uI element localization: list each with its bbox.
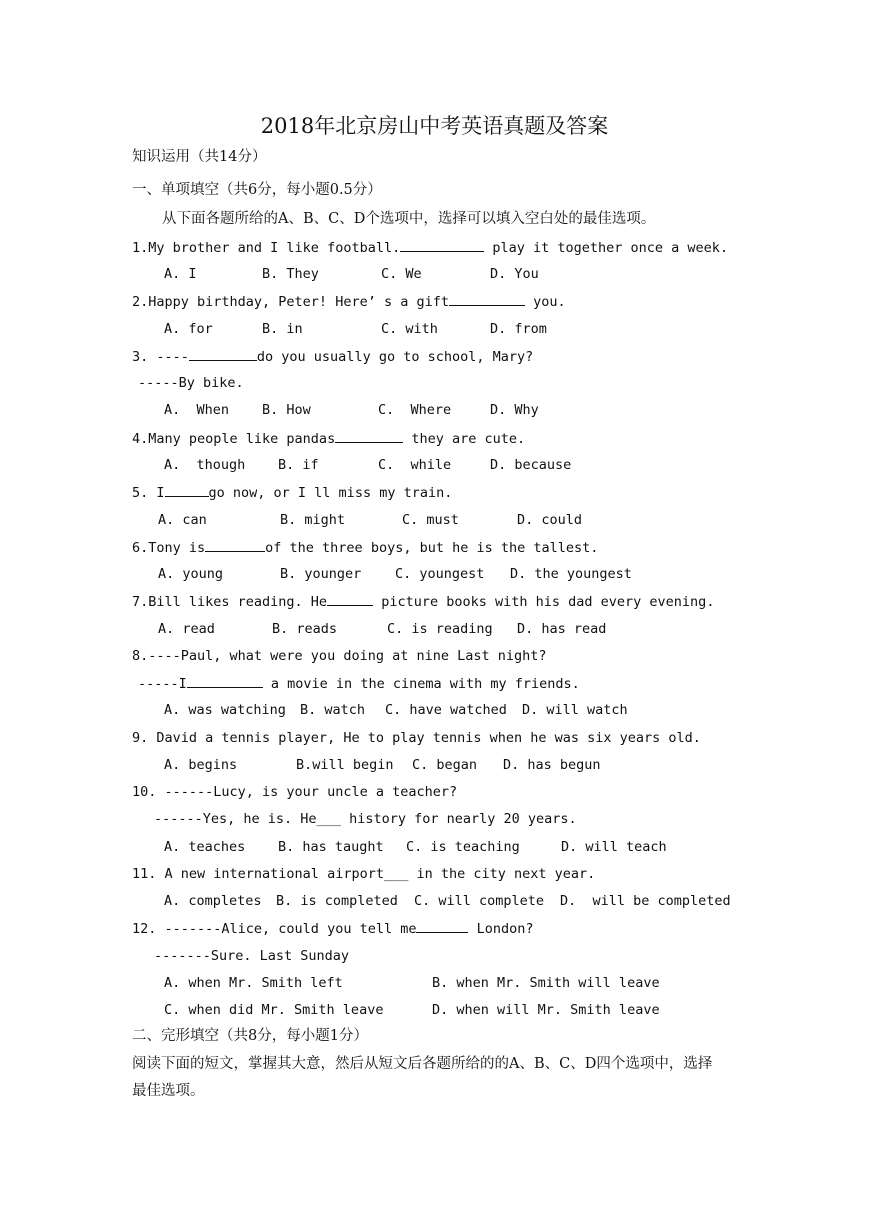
option-3d: D. Why — [490, 402, 539, 418]
question-12-response: -------Sure. Last Sunday — [154, 948, 350, 964]
option-6a: A. young — [158, 566, 224, 582]
option-4a: A. though — [164, 457, 246, 473]
question-7: 7.Bill likes reading. He picture books with his dad every evening. — [132, 594, 715, 610]
option-7a: A. read — [158, 621, 215, 637]
option-2c: C. with — [381, 321, 438, 337]
option-1b: B. They — [262, 266, 319, 282]
option-9b: B.will begin — [296, 757, 394, 773]
answer-blank — [335, 429, 403, 443]
option-1a: A. I — [164, 266, 197, 282]
question-6: 6.Tony is of the three boys, but he is the tallest. — [132, 540, 599, 556]
question-5: 5. I go now, or I ll miss my train. — [132, 485, 453, 501]
option-10c: C. is teaching — [406, 839, 520, 855]
option-3c: C. Where — [378, 402, 452, 418]
option-2d: D. from — [490, 321, 547, 337]
section2-heading: 二、完形填空（共8分，每小题1分） — [132, 1028, 368, 1044]
question-3: 3. ---- do you usually go to school, Mary? — [132, 349, 534, 365]
question-10-response: ------Yes, he is. He___ history for nearly 20 years. — [154, 811, 577, 827]
option-9a: A. begins — [164, 757, 238, 773]
option-7d: D. has read — [517, 621, 607, 637]
answer-blank — [187, 674, 263, 688]
answer-blank — [165, 483, 209, 497]
option-10b: B. has taught — [278, 839, 384, 855]
option-11a: A. completes — [164, 893, 262, 909]
option-11d: D. will be completed — [560, 893, 731, 909]
option-4d: D. because — [490, 457, 572, 473]
section1-heading: 一、单项填空（共6分，每小题0.5分） — [132, 182, 382, 198]
question-2: 2.Happy birthday, Peter! Here’ s a gift you. — [132, 294, 566, 310]
option-6c: C. youngest — [395, 566, 485, 582]
section2-instruction-line1: 阅读下面的短文，掌握其大意，然后从短文后各题所给的的A、B、C、D四个选项中，选择 — [132, 1056, 713, 1072]
question-4: 4.Many people like pandas they are cute. — [132, 431, 526, 447]
section1-instruction: 从下面各题所给的A、B、C、D个选项中，选择可以填入空白处的最佳选项。 — [162, 211, 656, 227]
option-12c: C. when did Mr. Smith leave — [164, 1002, 384, 1018]
option-5d: D. could — [517, 512, 583, 528]
question-10: 10. ------Lucy, is your uncle a teacher? — [132, 784, 458, 800]
answer-blank — [416, 919, 468, 933]
option-7c: C. is reading — [387, 621, 493, 637]
option-2a: A. for — [164, 321, 213, 337]
option-11b: B. is completed — [276, 893, 398, 909]
option-5a: A. can — [158, 512, 207, 528]
question-9: 9. David a tennis player, He to play tennis when he was six years old. — [132, 730, 701, 746]
option-10a: A. teaches — [164, 839, 246, 855]
option-8a: A. was watching — [164, 702, 286, 718]
option-4b: B. if — [278, 457, 319, 473]
question-3-answer: -----By bike. — [138, 375, 244, 391]
document-title: 2018年北京房山中考英语真题及答案 — [260, 114, 609, 138]
option-6d: D. the youngest — [510, 566, 632, 582]
part-heading: 知识运用（共14分） — [132, 149, 267, 165]
question-8-response: -----I a movie in the cinema with my friends. — [138, 676, 580, 692]
option-10d: D. will teach — [561, 839, 667, 855]
option-3a: A. When — [164, 402, 230, 418]
section2-instruction-line2: 最佳选项。 — [132, 1083, 205, 1099]
option-9c: C. began — [412, 757, 478, 773]
question-1: 1.My brother and I like football. play it together once a week. — [132, 240, 729, 256]
question-12: 12. -------Alice, could you tell me London? — [132, 921, 534, 937]
option-12b: B. when Mr. Smith will leave — [432, 975, 660, 991]
option-8d: D. will watch — [522, 702, 628, 718]
option-7b: B. reads — [272, 621, 338, 637]
answer-blank — [189, 347, 257, 361]
option-4c: C. while — [378, 457, 452, 473]
option-8b: B. watch — [300, 702, 366, 718]
option-2b: B. in — [262, 321, 303, 337]
question-8: 8.----Paul, what were you doing at nine Last night? — [132, 648, 547, 664]
answer-blank — [205, 538, 265, 552]
option-11c: C. will complete — [414, 893, 545, 909]
option-3b: B. How — [262, 402, 311, 418]
answer-blank — [449, 292, 525, 306]
option-5c: C. must — [402, 512, 459, 528]
option-6b: B. younger — [280, 566, 362, 582]
option-12a: A. when Mr. Smith left — [164, 975, 343, 991]
option-5b: B. might — [280, 512, 346, 528]
option-9d: D. has begun — [503, 757, 601, 773]
answer-blank — [400, 238, 484, 252]
option-12d: D. when will Mr. Smith leave — [432, 1002, 660, 1018]
question-11: 11. A new international airport___ in the city next year. — [132, 866, 596, 882]
option-1c: C. We — [381, 266, 422, 282]
option-8c: C. have watched — [385, 702, 507, 718]
answer-blank — [327, 592, 373, 606]
option-1d: D. You — [490, 266, 539, 282]
